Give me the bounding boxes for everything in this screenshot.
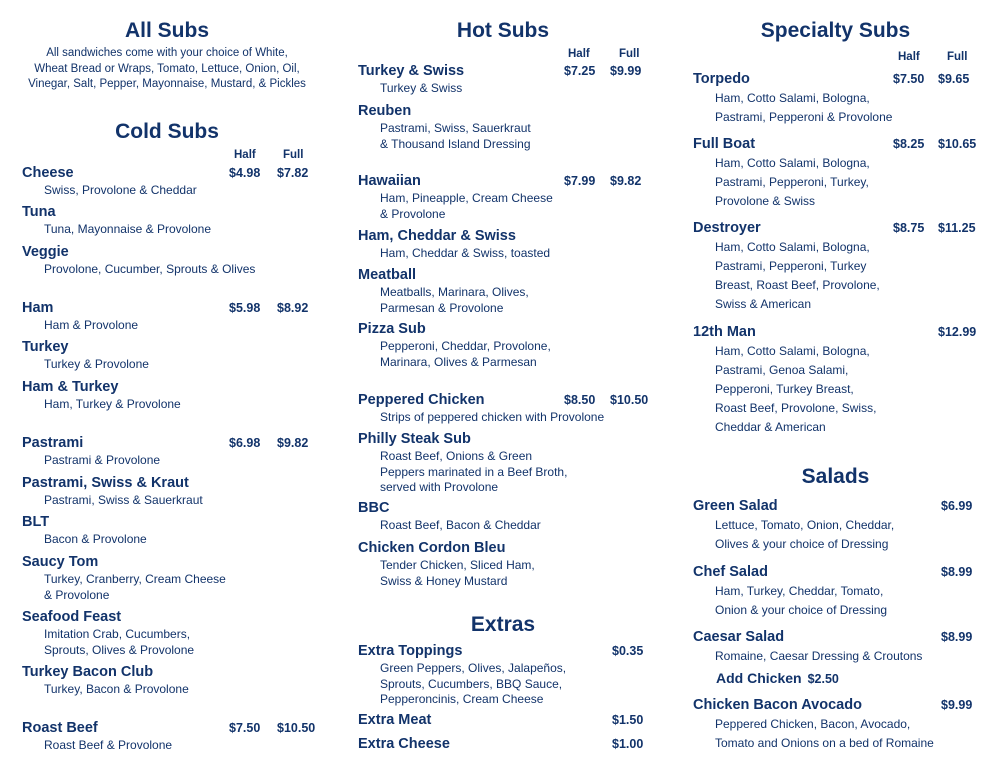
item-description — [44, 318, 138, 334]
item-price: $0.35 — [612, 644, 644, 658]
description-line: Pepperoni, Cheddar, Provolone, — [380, 339, 551, 353]
description-line: Swiss & American — [715, 297, 812, 311]
item-description — [380, 285, 529, 316]
half-column-header: Half — [898, 51, 920, 63]
item-description — [715, 238, 880, 314]
item-name: Veggie — [22, 244, 69, 260]
description-line: Turkey, Bacon & Provolone — [44, 682, 189, 696]
full-price: $10.65 — [938, 137, 977, 151]
item-description — [44, 493, 203, 509]
item-name: Roast Beef — [22, 720, 98, 736]
full-price: $9.99 — [610, 64, 642, 78]
description-line: Turkey & Swiss — [380, 81, 463, 95]
description-line: Swiss & Honey Mustard — [380, 573, 508, 588]
item-description — [44, 738, 172, 754]
half-price: $8.50 — [564, 393, 596, 407]
item-description — [380, 339, 551, 370]
half-price: $6.98 — [229, 436, 261, 450]
item-price: $9.99 — [941, 698, 973, 712]
item-name: Meatball — [358, 267, 417, 283]
item-name: Extra Cheese — [358, 736, 450, 752]
item-description — [715, 582, 887, 620]
all-subs-intro — [17, 46, 317, 93]
description-line: Olives & your choice of Dressing — [715, 537, 889, 551]
half-price: $4.98 — [229, 166, 261, 180]
full-price: $12.99 — [938, 325, 977, 339]
description-line: Cheddar & American — [715, 420, 826, 434]
description-line: Turkey & Provolone — [44, 357, 149, 371]
full-column-header: Full — [283, 149, 304, 161]
item-description — [380, 246, 550, 262]
description-line: Roast Beef & Provolone — [44, 738, 173, 752]
item-description — [715, 154, 870, 211]
specialty-subs-heading: Specialty Subs — [760, 19, 911, 42]
item-name: Reuben — [358, 103, 412, 119]
half-price: $5.98 — [229, 301, 261, 315]
intro-line: Vinegar, Salt, Pepper, Mayonnaise, Mustard, & Pickles — [28, 78, 306, 90]
description-line: Strips of peppered chicken with Provolone — [380, 410, 605, 424]
item-description — [44, 532, 147, 548]
description-line: & Thousand Island Dressing — [380, 136, 531, 151]
hot-subs-heading: Hot Subs — [456, 19, 550, 42]
column-middle — [358, 0, 658, 772]
half-price: $8.75 — [893, 221, 925, 235]
item-description — [44, 627, 194, 658]
item-name: Torpedo — [693, 71, 750, 87]
item-name: Caesar Salad — [693, 629, 785, 645]
item-name: Saucy Tom — [22, 554, 99, 570]
half-price: $7.50 — [893, 72, 925, 86]
half-price: $7.25 — [564, 64, 596, 78]
item-description — [44, 397, 181, 413]
description-line: Pastrami & Provolone — [44, 453, 161, 467]
full-price: $11.25 — [938, 221, 976, 235]
description-line: Pastrami, Swiss, Sauerkraut — [380, 121, 531, 135]
item-description — [44, 453, 160, 469]
item-price: $1.50 — [612, 713, 644, 727]
description-line: Sprouts, Cucumbers, BBQ Sauce, — [380, 676, 563, 691]
description-line: Pastrami, Genoa Salami, — [715, 363, 849, 377]
full-price: $7.82 — [277, 166, 309, 180]
description-line: Pepperoni, Turkey Breast, — [715, 382, 854, 396]
description-line: Ham & Provolone — [44, 318, 139, 332]
description-line: & Provolone — [380, 206, 446, 221]
item-price: $1.00 — [612, 737, 644, 751]
description-line: Romaine, Caesar Dressing & Croutons — [715, 649, 923, 663]
full-price: $9.82 — [277, 436, 309, 450]
cold-subs-heading: Cold Subs — [115, 120, 219, 143]
item-description — [715, 647, 922, 666]
description-line: & Provolone — [44, 587, 110, 602]
half-price: $8.25 — [893, 137, 925, 151]
item-price: $8.99 — [941, 630, 973, 644]
item-name: 12th Man — [693, 324, 756, 340]
description-line: Tender Chicken, Sliced Ham, — [380, 558, 535, 572]
description-line: Peppers marinated in a Beef Broth, — [380, 464, 568, 479]
description-line: Peppered Chicken, Bacon, Avocado, — [715, 717, 911, 731]
item-name: Hawaiian — [358, 173, 421, 189]
item-description — [44, 222, 211, 238]
item-name: Extra Meat — [358, 712, 432, 728]
item-description — [380, 661, 566, 708]
item-price: $8.99 — [941, 565, 973, 579]
description-line: Turkey, Cranberry, Cream Cheese — [44, 572, 226, 586]
item-name: Cheese — [22, 165, 74, 181]
extras-heading: Extras — [470, 613, 536, 636]
item-description — [380, 191, 553, 222]
full-price: $10.50 — [277, 721, 316, 735]
item-name: Full Boat — [693, 136, 756, 152]
item-description — [44, 262, 255, 278]
item-price: $6.99 — [941, 499, 973, 513]
item-description — [44, 682, 189, 698]
item-name: Turkey Bacon Club — [22, 664, 154, 680]
item-name: Ham & Turkey — [22, 379, 119, 395]
description-line: Lettuce, Tomato, Onion, Cheddar, — [715, 518, 895, 532]
description-line: Parmesan & Provolone — [380, 300, 504, 315]
description-line: Roast Beef, Provolone, Swiss, — [715, 401, 877, 415]
item-description — [380, 121, 531, 152]
item-description — [380, 449, 567, 496]
item-description — [715, 516, 894, 554]
description-line: Green Peppers, Olives, Jalapeños, — [380, 661, 567, 675]
full-price: $8.92 — [277, 301, 309, 315]
description-line: Breast, Roast Beef, Provolone, — [715, 278, 880, 292]
all-subs-heading: All Subs — [124, 19, 209, 42]
item-description — [380, 410, 604, 426]
item-name: Peppered Chicken — [358, 392, 485, 408]
intro-line: Wheat Bread or Wraps, Tomato, Lettuce, Onion, Oil, — [34, 62, 300, 75]
item-description — [715, 715, 934, 753]
column-left — [22, 0, 322, 772]
description-line: Roast Beef, Bacon & Cheddar — [380, 518, 541, 532]
item-description — [44, 572, 226, 603]
item-name: Ham, Cheddar & Swiss — [358, 228, 516, 244]
description-line: Onion & your choice of Dressing — [715, 603, 888, 617]
description-line: served with Provolone — [380, 480, 499, 494]
description-line: Ham, Cheddar & Swiss, toasted — [380, 246, 551, 260]
description-line: Imitation Crab, Cucumbers, — [44, 627, 191, 641]
description-line: Tuna, Mayonnaise & Provolone — [44, 222, 211, 236]
item-name: Philly Steak Sub — [358, 431, 471, 447]
item-name: Tuna — [22, 204, 56, 220]
item-description — [380, 518, 541, 534]
half-price: $7.99 — [564, 174, 596, 188]
description-line: Pastrami, Swiss & Sauerkraut — [44, 493, 203, 507]
full-price: $9.82 — [610, 174, 642, 188]
item-name: Chicken Cordon Bleu — [358, 540, 506, 556]
full-column-header: Full — [619, 48, 640, 60]
description-line: Pastrami, Pepperoni, Turkey, — [715, 175, 869, 189]
description-line: Bacon & Provolone — [44, 532, 147, 546]
half-column-header: Half — [568, 48, 590, 60]
item-name: Extra Toppings — [358, 643, 463, 659]
item-description — [380, 81, 462, 97]
item-description — [44, 357, 149, 373]
add-chicken-label: Add Chicken — [716, 670, 802, 686]
description-line: Provolone & Swiss — [715, 194, 816, 208]
description-line: Pepperoncinis, Cream Cheese — [380, 692, 544, 706]
half-price: $7.50 — [229, 721, 261, 735]
full-price: $9.65 — [938, 72, 970, 86]
add-chicken-price: $2.50 — [807, 672, 839, 686]
description-line: Sprouts, Olives & Provolone — [44, 642, 195, 657]
add-chicken — [716, 670, 839, 686]
item-name: Pizza Sub — [358, 321, 426, 337]
item-name: Chef Salad — [693, 564, 768, 580]
item-name: Ham — [22, 300, 54, 316]
description-line: Ham, Turkey & Provolone — [44, 397, 181, 411]
description-line: Ham, Cotto Salami, Bologna, — [715, 156, 870, 170]
description-line: Meatballs, Marinara, Olives, — [380, 285, 529, 299]
item-name: Green Salad — [693, 498, 778, 514]
description-line: Marinara, Olives & Parmesan — [380, 354, 537, 369]
item-name: Destroyer — [693, 220, 761, 236]
description-line: Tomato and Onions on a bed of Romaine — [715, 736, 934, 750]
description-line: Pastrami, Pepperoni & Provolone — [715, 110, 893, 124]
item-description — [380, 558, 535, 589]
description-line: Swiss, Provolone & Cheddar — [44, 183, 197, 197]
half-column-header: Half — [234, 149, 256, 161]
description-line: Ham, Cotto Salami, Bologna, — [715, 344, 870, 358]
description-line: Ham, Cotto Salami, Bologna, — [715, 240, 870, 254]
full-price: $10.50 — [610, 393, 649, 407]
item-name: Pastrami, Swiss & Kraut — [22, 475, 189, 491]
description-line: Ham, Pineapple, Cream Cheese — [380, 191, 553, 205]
description-line: Roast Beef, Onions & Green — [380, 449, 533, 463]
item-description — [44, 183, 197, 199]
item-name: Turkey & Swiss — [358, 63, 465, 79]
item-name: Seafood Feast — [22, 609, 122, 625]
item-name: BLT — [22, 514, 50, 530]
description-line: Ham, Turkey, Cheddar, Tomato, — [715, 584, 884, 598]
salads-heading: Salads — [801, 465, 870, 488]
description-line: Ham, Cotto Salami, Bologna, — [715, 91, 870, 105]
item-description — [715, 342, 876, 437]
item-name: BBC — [358, 500, 390, 516]
item-name: Chicken Bacon Avocado — [693, 697, 862, 713]
intro-line: All sandwiches come with your choice of White, — [46, 47, 288, 59]
description-line: Pastrami, Pepperoni, Turkey — [715, 259, 867, 273]
column-right — [693, 0, 993, 772]
item-description — [715, 89, 892, 127]
full-column-header: Full — [947, 51, 968, 63]
item-name: Turkey — [22, 339, 69, 355]
item-name: Pastrami — [22, 435, 84, 451]
description-line: Provolone, Cucumber, Sprouts & Olives — [44, 262, 256, 276]
